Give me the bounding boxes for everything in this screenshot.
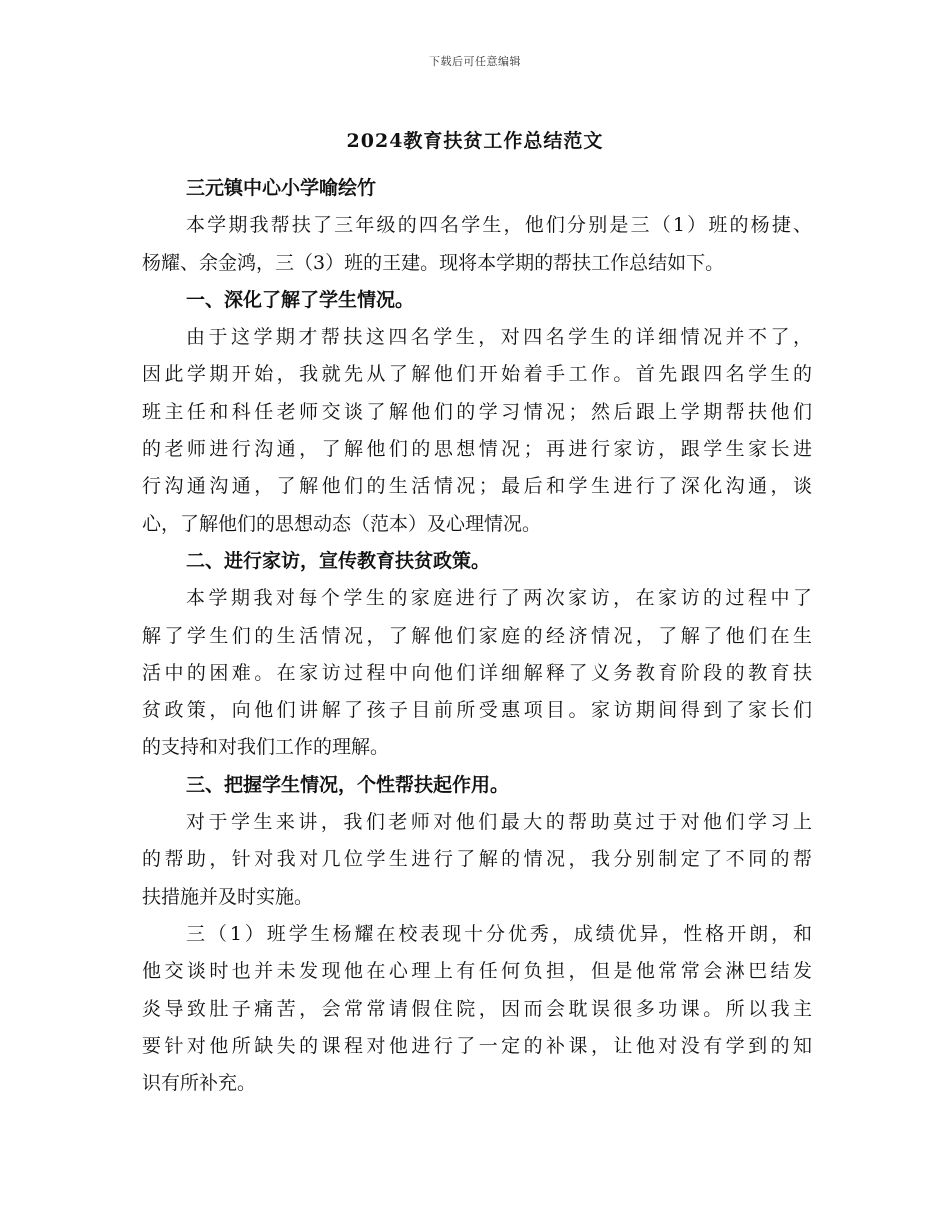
paragraph-line: 由于这学期才帮扶这四名学生，对四名学生的详细情况并不了， xyxy=(186,326,812,349)
paragraph-line: 贫政策，向他们讲解了孩子目前所受惠项目。家访期间得到了家长们 xyxy=(142,699,812,722)
paragraph-line: 要针对他所缺失的课程对他进行了一定的补课，让他对没有学到的知 xyxy=(142,1034,812,1057)
section-heading: 一、深化了解了学生情况。 xyxy=(186,288,415,311)
document-title: 2024教育扶贫工作总结范文 xyxy=(346,130,604,152)
paragraph-line: 班主任和科任老师交谈了解他们的学习情况；然后跟上学期帮扶他们 xyxy=(142,400,812,423)
paragraph-line: 对于学生来讲，我们老师对他们最大的帮助莫过于对他们学习上 xyxy=(186,811,812,834)
paragraph-line: 扶措施并及时实施。 xyxy=(142,885,314,908)
header-note: 下载后可任意编辑 xyxy=(429,55,521,68)
paragraph-line: 解了学生们的生活情况，了解他们家庭的经济情况，了解了他们在生 xyxy=(142,624,812,647)
author-line: 三元镇中心小学喻绘竹 xyxy=(186,177,377,199)
paragraph-line: 三（1）班学生杨耀在校表现十分优秀，成绩优异，性格开朗，和 xyxy=(186,922,812,945)
paragraph-line: 活中的困难。在家访过程中向他们详细解释了义务教育阶段的教育扶 xyxy=(142,661,812,684)
paragraph-line: 的支持和对我们工作的理解。 xyxy=(142,736,390,759)
paragraph-line: 本学期我对每个学生的家庭进行了两次家访，在家访的过程中了 xyxy=(186,587,812,610)
paragraph-line: 因此学期开始，我就先从了解他们开始着手工作。首先跟四名学生的 xyxy=(142,363,812,386)
document-body xyxy=(142,170,812,1102)
section-heading: 三、把握学生情况，个性帮扶起作用。 xyxy=(186,773,510,796)
paragraph-line: 本学期我帮扶了三年级的四名学生，他们分别是三（1）班的杨捷、 xyxy=(186,214,812,237)
paragraph-line: 杨耀、余金鸿，三（3）班的王建。现将本学期的帮扶工作总结如下。 xyxy=(142,251,725,274)
paragraph-line: 行沟通沟通，了解他们的生活情况；最后和学生进行了深化沟通，谈 xyxy=(142,475,812,498)
paragraph-line: 的帮助，针对我对几位学生进行了解的情况，我分别制定了不同的帮 xyxy=(142,848,812,871)
paragraph-line: 识有所补充。 xyxy=(142,1072,257,1095)
paragraph-line: 他交谈时也并未发现他在心理上有任何负担，但是他常常会淋巴结发 xyxy=(142,960,812,983)
paragraph-line: 心，了解他们的思想动态（范本）及心理情况。 xyxy=(142,512,542,535)
paragraph-line: 的老师进行沟通，了解他们的思想情况；再进行家访，跟学生家长进 xyxy=(142,438,812,461)
paragraph-line: 炎导致肚子痛苦，会常常请假住院，因而会耽误很多功课。所以我主 xyxy=(142,997,812,1020)
section-heading: 二、进行家访，宣传教育扶贫政策。 xyxy=(186,549,491,572)
